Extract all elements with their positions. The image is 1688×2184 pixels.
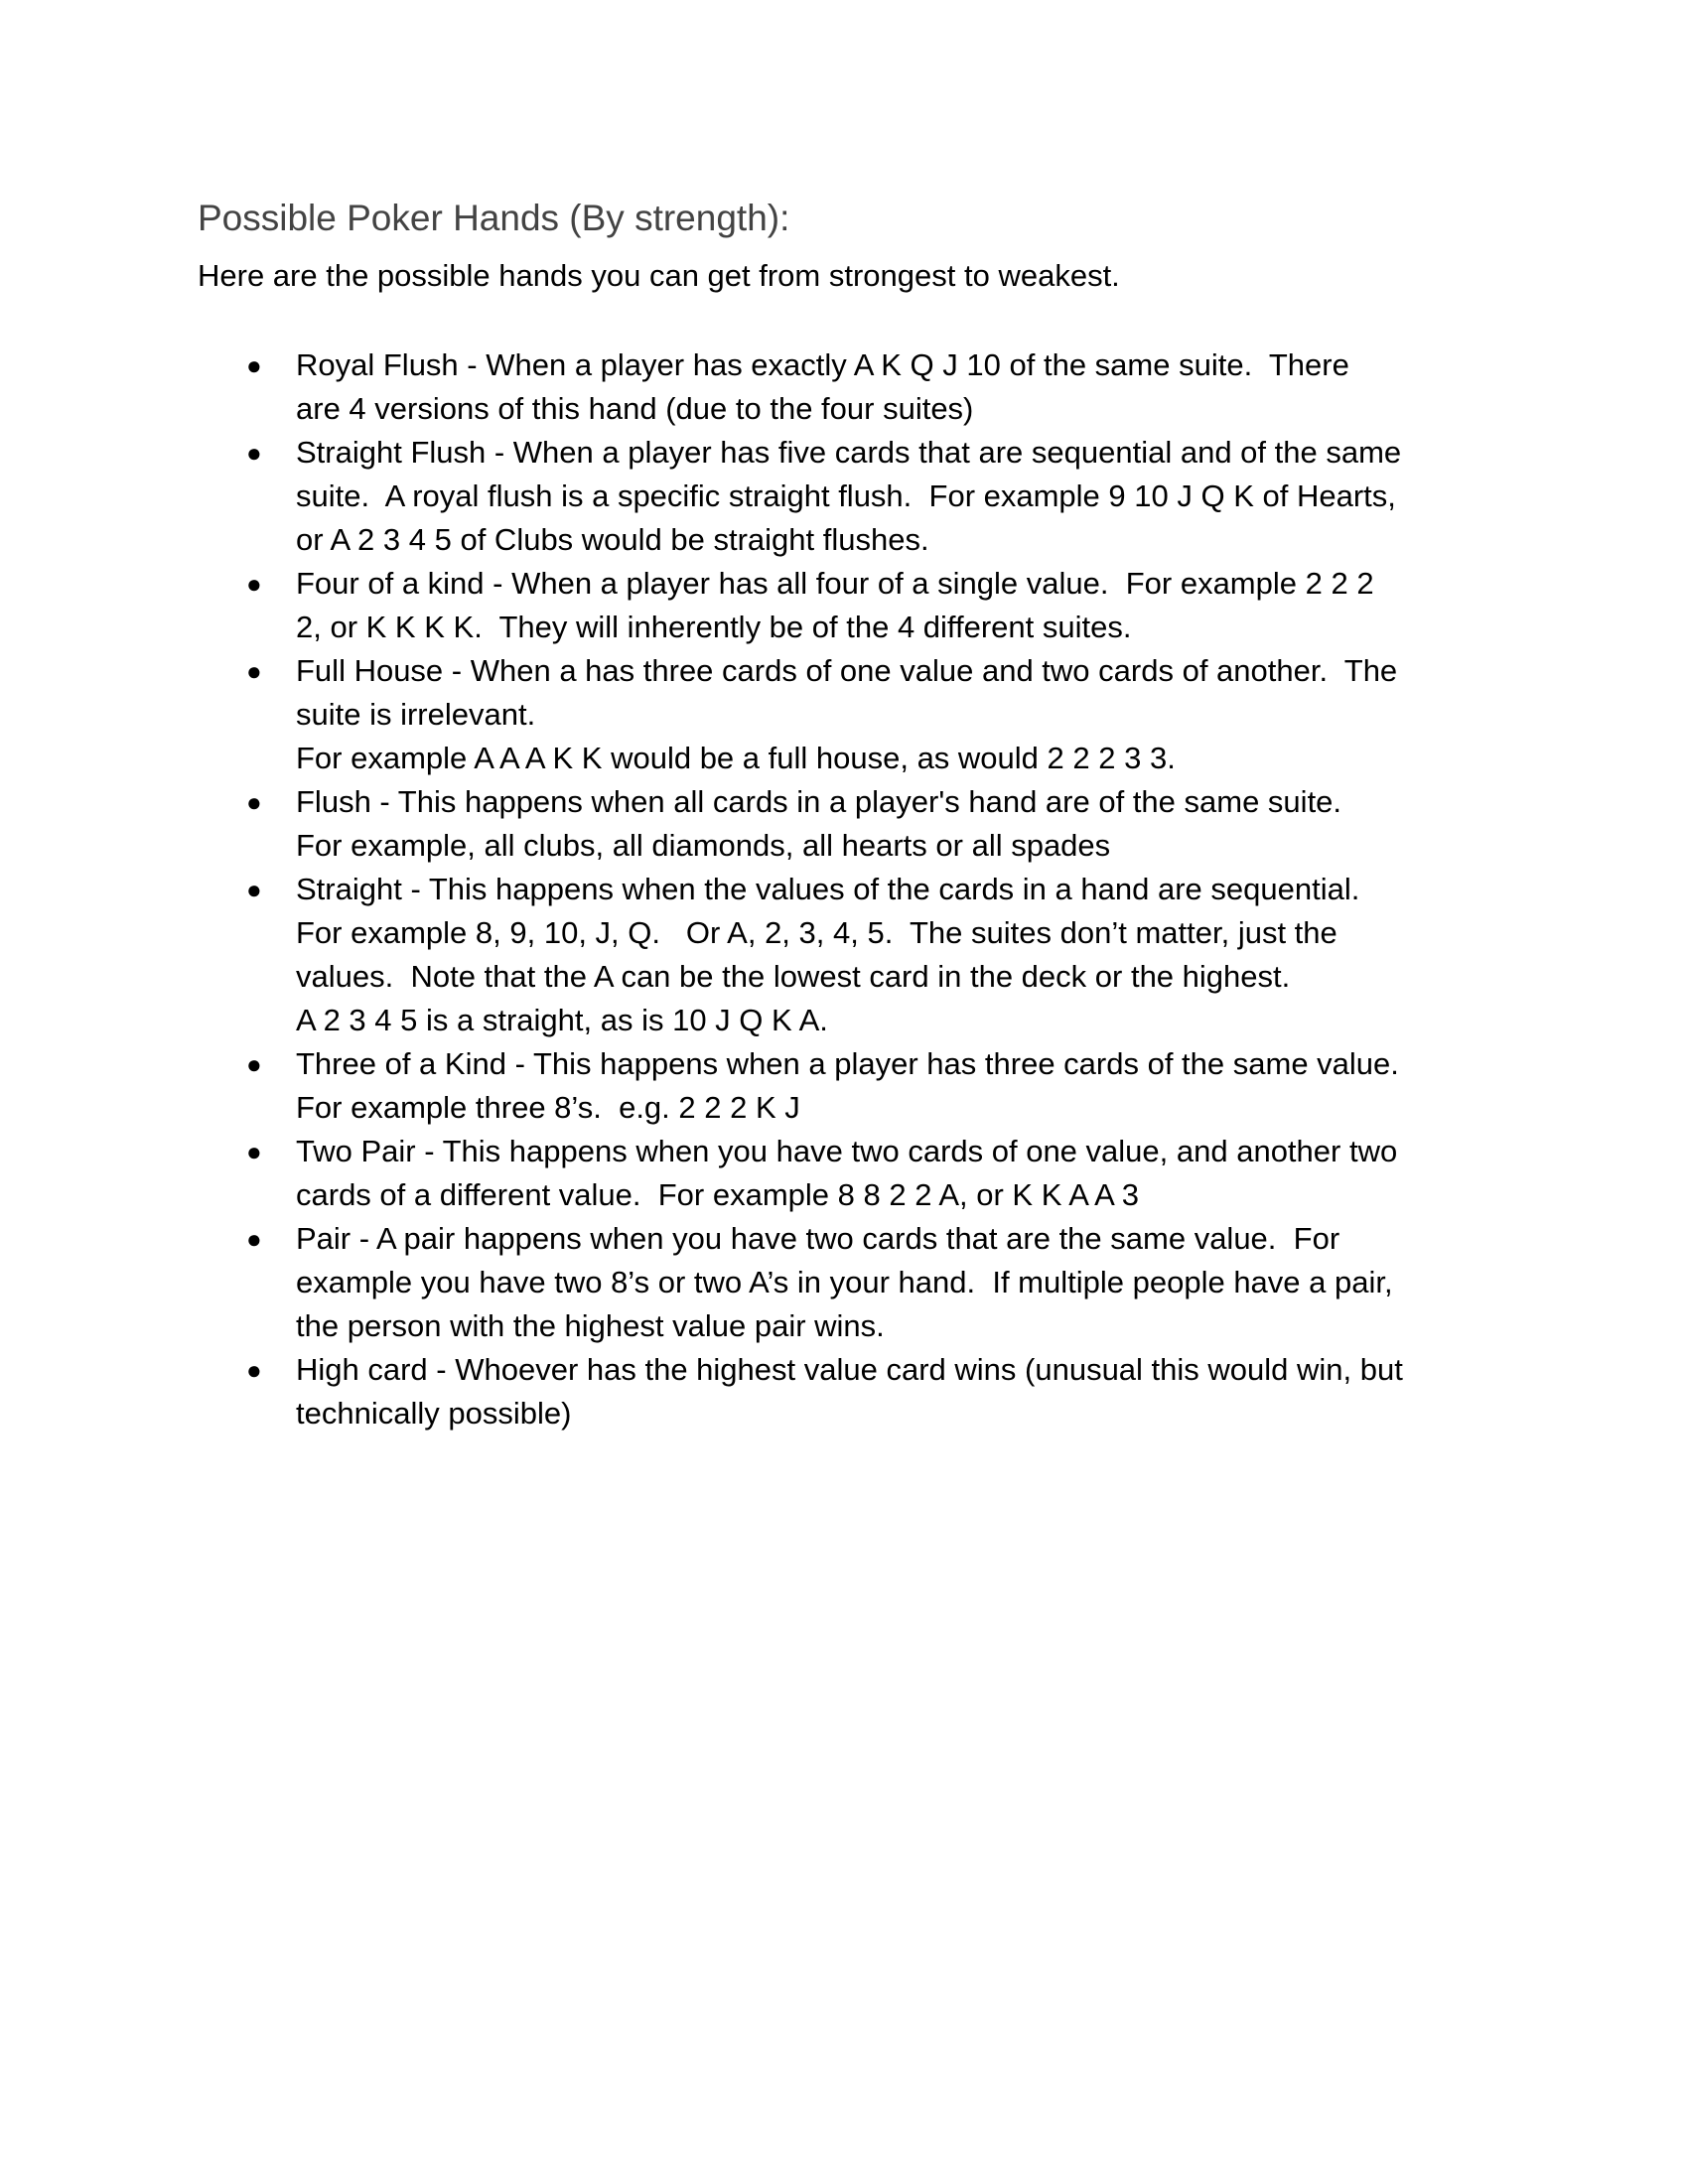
bullet-icon: ● [246,656,262,686]
list-item-text: Straight Flush - When a player has five cards that are sequential and of the same [296,435,1402,470]
list-item-text: cards of a different value. For example 8 8 2 2 A, or K K A A 3 [296,1177,1139,1212]
list-item-text: technically possible) [296,1396,572,1431]
list-item-text: Pair - A pair happens when you have two cards that are the same value. For [296,1221,1340,1256]
list-item-text: High card - Whoever has the highest value card wins (unusual this would win, but [296,1352,1403,1387]
list-item-text: values. Note that the A can be the lowest card in the deck or the highest. [296,959,1291,994]
list-item-text: Full House - When a has three cards of one value and two cards of another. The [296,653,1398,688]
list-item-high-card [246,1348,1497,1435]
list-item-text: or A 2 3 4 5 of Clubs would be straight flushes. [296,522,929,557]
bullet-icon: ● [246,438,262,468]
list-item-straight [246,868,1497,1042]
list-item-text: Four of a kind - When a player has all four of a single value. For example 2 2 2 [296,566,1374,601]
list-item-text: suite. A royal flush is a specific straight flush. For example 9 10 J Q K of Hearts, [296,478,1396,513]
bullet-icon: ● [246,1355,262,1385]
list-item-text: For example 8, 9, 10, J, Q. Or A, 2, 3, 4, 5. The suites don’t matter, just the [296,915,1337,950]
list-item-text: For example, all clubs, all diamonds, all hearts or all spades [296,828,1111,863]
page-title: Possible Poker Hands (By strength): [198,198,790,238]
list-item-full-house [246,649,1497,780]
list-item-flush [246,780,1497,868]
list-item-text: example you have two 8’s or two A’s in your hand. If multiple people have a pair, [296,1265,1393,1299]
poker-hands-list [246,343,1497,1435]
list-item-text: For example three 8’s. e.g. 2 2 2 K J [296,1090,800,1125]
list-item-royal-flush [246,343,1497,431]
list-item-text: 2, or K K K K. They will inherently be of the 4 different suites. [296,610,1132,644]
bullet-icon: ● [246,569,262,599]
list-item-text: Two Pair - This happens when you have two cards of one value, and another two [296,1134,1398,1168]
list-item-text: are 4 versions of this hand (due to the four suites) [296,391,974,426]
list-item-text: Straight - This happens when the values of the cards in a hand are sequential. [296,872,1360,906]
list-item-three-of-a-kind [246,1042,1497,1130]
list-item-text: A 2 3 4 5 is a straight, as is 10 J Q K A. [296,1003,828,1037]
intro-paragraph: Here are the possible hands you can get from strongest to weakest. [198,258,1120,293]
list-item-text: the person with the highest value pair wins. [296,1308,885,1343]
bullet-icon: ● [246,350,262,380]
list-item-text: Royal Flush - When a player has exactly A K Q J 10 of the same suite. There [296,347,1349,382]
list-item-four-of-a-kind [246,562,1497,649]
bullet-icon: ● [246,1137,262,1166]
list-item-two-pair [246,1130,1497,1217]
list-item-straight-flush [246,431,1497,562]
bullet-icon: ● [246,787,262,817]
list-item-text: Three of a Kind - This happens when a player has three cards of the same value. [296,1046,1399,1081]
list-item-pair [246,1217,1497,1348]
bullet-icon: ● [246,875,262,904]
list-item-text: Flush - This happens when all cards in a player's hand are of the same suite. [296,784,1342,819]
bullet-icon: ● [246,1049,262,1079]
list-item-text: suite is irrelevant. [296,697,536,732]
list-item-text: For example A A A K K would be a full house, as would 2 2 2 3 3. [296,741,1176,775]
bullet-icon: ● [246,1224,262,1254]
